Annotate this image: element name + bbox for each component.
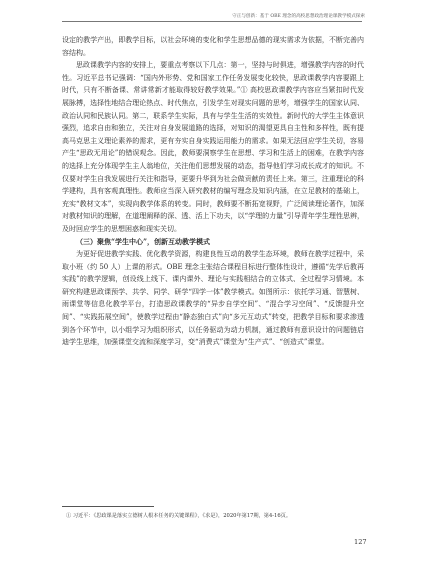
- footnote-divider: [62, 506, 154, 507]
- body-text: [62, 34, 364, 349]
- paragraph-content-arrangement: 思政课教学内容的安排上，要重点考察以下几点：第一，坚持与时俱进，增强教学内容的时代性。习近平总书记强调：“国内外形势、党和国家工作任务发展变化较快，思政课教学内容要跟上时代，只有不断备课、常讲常新才能取得较好教学效果。”① 高校思政课教学内容应当紧扣时代发展脉搏，选择性地结合理论热点、时代焦点，引发学生对现实问题的思考，增强学生的国家认同、政治认同和民族认同。第二，联系学生实际，具有与学生生活的实效性。新时代的大学生主体意识强烈，追求自由和独立，关注对自身发展道路的选择，对知识的渴望更具自主性和多样性，既有提高马克思主义理论素养的需求，更有夯实自身实践运用能力的需求。如果无法回应学生关切，容易产生“思政无用论”的错误观念。因此，教师要洞察学生在思想、学习和生活上的困难，在教学内容的选择上充分体现学生主人翁地位，关注他们思想发展的动态，指导他们学习成长成才的知识。不仅要对学生自我发展进行关注和指导，更要升华到为社会做贡献的责任上来。第三，注重理论的科学建构，具有客观真理性。教师应当深入研究教材的编写理念及知识内涵，在立足教材的基础上，充实“教材文本”，实现向教学体系的转变。同时，教师要不断拓宽视野，广泛阅读理论著作，加深对教材知识的理解，在道理阐释的深、透、活上下功夫，以“学理的力量”引导青年学生理性思辨，及时回应学生的思想困惑和现实关切。: [62, 61, 364, 233]
- paragraph-continuation: 设定的教学产出，即教学目标，以社会环境的变化和学生思想品德的现实需求为依据，不断完善内容结构。: [62, 36, 364, 57]
- footnote: ① 习近平：《思政课是落实立德树人根本任务的关键课程》，《求是》，2020年第17期，第4-16页。: [66, 513, 292, 519]
- paragraph-interactive-teaching: 为更好促进教学实践、优化教学资源，构建良性互动的教学生态环境，教师在教学过程中，采取小班（约 50 人）上课的形式。OBE 理念主张结合课程目标进行整体性设计，遵循“先学后教再实践”的教学逻辑，创设线上线下、课内课外、理论与实践相结合的立体式、全过程学习情境。本研究构建思政课预学、共学、同学、研学“四学一体”教学模式。如图所示：依托学习通、智慧树、雨课堂等信息化教学平台，打造思政课教学的“异步自学空间”、“混合学习空间”、“反馈提升空间”、“实践拓展空间”，使教学过程由“静态独白式”向“多元互动式”转变，把教学目标和要求渗透到各个环节中，以小组学习为组织形式，以任务驱动为动力机制，通过教师有意识设计的问题链启迪学生思维，加强课堂交流和深度学习，变“消费式”课堂为“生产式”、“创造式”课堂。: [62, 250, 364, 347]
- section-heading: （三）聚焦“学生中心”，创新互动教学模式: [76, 236, 211, 246]
- page-number: 127: [354, 538, 367, 546]
- header-divider: [62, 21, 362, 22]
- running-header: 守正与创新：基于 OBE 理念的高校思想政治理论课教学模式探索: [232, 14, 365, 19]
